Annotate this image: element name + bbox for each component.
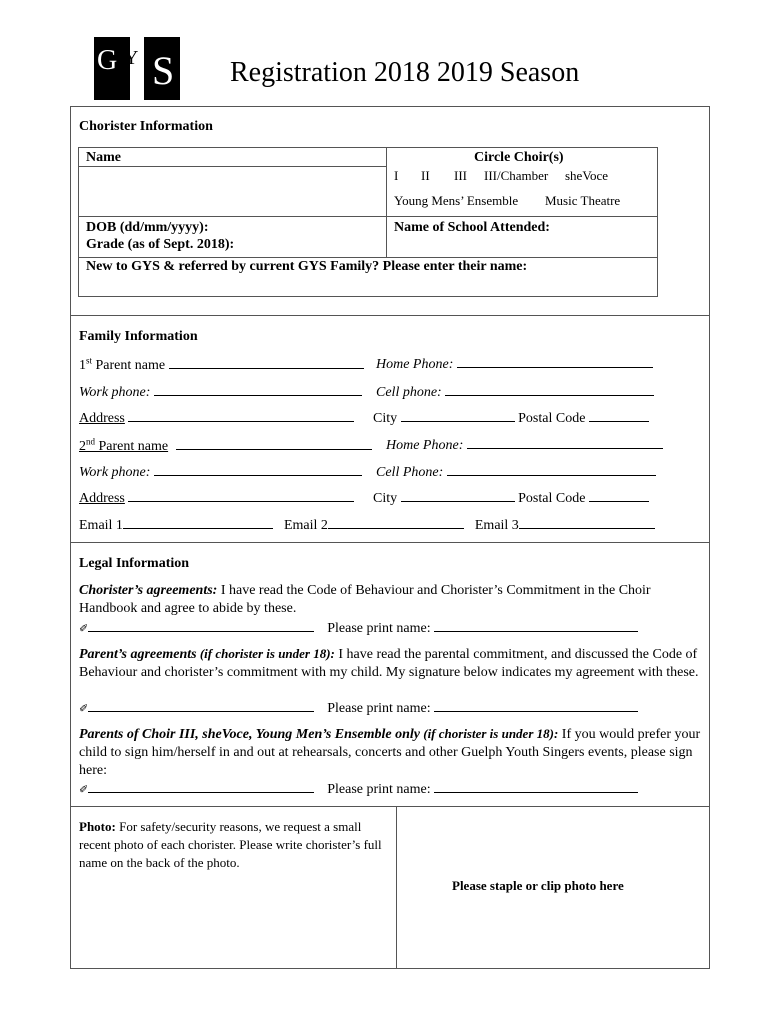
- choir-option-young-mens[interactable]: Young Mens’ Ensemble: [394, 193, 519, 208]
- parent-signature-field[interactable]: [88, 699, 314, 712]
- referral-label: New to GYS & referred by current GYS Family? Please enter their name:: [86, 259, 528, 274]
- email3-field[interactable]: [519, 516, 655, 529]
- logo-letter-g: G: [97, 45, 118, 76]
- circle-choir-label: Circle Choir(s): [474, 150, 564, 165]
- dob-label: DOB (dd/mm/yyyy):: [86, 220, 209, 235]
- choir-option-iii-chamber[interactable]: III/Chamber: [484, 168, 549, 183]
- school-label: Name of School Attended:: [394, 220, 550, 235]
- sign-out-permission: Parents of Choir III, sheVoce, Young Men’s Ensemble only (if chorister is under 18): If you would prefer your child to sign him/herself in and out at rehearsals, concerts and other Guelph Youth Singers events, please sign here:: [79, 726, 701, 778]
- chorister-agreement: Chorister’s agreements: I have read the Code of Behaviour and Chorister’s Commitment in the Choir Handbook and agree to abide by these.: [79, 583, 651, 616]
- city-label-2: City: [373, 491, 398, 506]
- parent1-name-row: [79, 355, 364, 374]
- parent1-name-field[interactable]: [169, 356, 364, 369]
- parent1-work-phone-field[interactable]: [154, 383, 362, 396]
- parent2-cell-phone-field[interactable]: [447, 463, 656, 476]
- sign-out-print-name-field[interactable]: [434, 780, 638, 793]
- address-label: Address: [79, 411, 125, 426]
- parent1-cell-phone-field[interactable]: [445, 383, 654, 396]
- print-name-label-3: Please print name:: [327, 782, 431, 797]
- parent1-cell-phone-row: [376, 383, 654, 401]
- parent2-name-field[interactable]: [176, 437, 372, 450]
- postal-code-label-2: Postal Code: [518, 491, 586, 506]
- legal-heading: Legal Information: [79, 556, 190, 571]
- name-field[interactable]: [80, 168, 384, 214]
- pen-icon: ✐: [79, 622, 89, 635]
- photo-instructions: Photo: For safety/security reasons, we request a small recent photo of each chorister. Please write chorister’s full name on the back of the photo.: [79, 819, 382, 870]
- choir-option-shevoce[interactable]: sheVoce: [565, 168, 609, 183]
- parent1-work-phone-row: [79, 383, 362, 401]
- parent2-home-phone-row: [386, 436, 663, 454]
- parent2-cell-phone-row: [376, 463, 656, 481]
- chorister-signature-field[interactable]: [88, 619, 314, 632]
- logo-letter-y: Y: [124, 47, 139, 69]
- sign-out-signature-field[interactable]: [88, 780, 314, 793]
- email1-field[interactable]: [123, 516, 273, 529]
- parent1-city-field[interactable]: [401, 409, 515, 422]
- postal-code-label: Postal Code: [518, 411, 586, 426]
- parent1-address-field[interactable]: [128, 409, 354, 422]
- name-label: Name: [86, 150, 121, 165]
- choir-option-iii[interactable]: III: [454, 168, 467, 183]
- city-label: City: [373, 411, 398, 426]
- address-label-2: Address: [79, 491, 125, 506]
- parent2-work-phone-row: [79, 463, 362, 481]
- home-phone-label-2: Home Phone:: [386, 438, 464, 453]
- parent2-postal-field[interactable]: [589, 489, 649, 502]
- choir-option-i[interactable]: I: [394, 168, 399, 183]
- parent1-postal-field[interactable]: [589, 409, 649, 422]
- home-phone-label: Home Phone:: [376, 357, 454, 372]
- pen-icon: ✐: [79, 702, 89, 715]
- email1-label: Email 1: [79, 518, 123, 533]
- print-name-label-2: Please print name:: [327, 701, 431, 716]
- family-heading: Family Information: [79, 329, 198, 344]
- chorister-signature-row: [79, 619, 638, 637]
- parent-print-name-field[interactable]: [434, 699, 638, 712]
- parent2-label: 2nd Parent name: [79, 436, 169, 454]
- choir-option-music-theatre[interactable]: Music Theatre: [545, 193, 621, 208]
- email2-field[interactable]: [328, 516, 464, 529]
- parent2-home-phone-field[interactable]: [467, 436, 663, 449]
- print-name-label: Please print name:: [327, 621, 431, 636]
- email2-label: Email 2: [283, 518, 328, 533]
- parent1-city-row: [373, 409, 649, 427]
- logo: [94, 37, 180, 100]
- parent2-work-phone-field[interactable]: [154, 463, 362, 476]
- parent1-label: 1st Parent name: [79, 355, 166, 373]
- email-row: [79, 516, 655, 534]
- chorister-heading: Chorister Information: [79, 119, 213, 134]
- cell-phone-label: Cell phone:: [376, 385, 442, 400]
- logo-letter-s: S: [152, 48, 175, 93]
- page-title: Registration 2018 2019 Season: [230, 57, 580, 88]
- parent2-address-row: [79, 489, 354, 507]
- parent1-home-phone-field[interactable]: [457, 355, 653, 368]
- cell-phone-label-2: Cell Phone:: [376, 465, 444, 480]
- parent1-home-phone-row: [376, 355, 653, 373]
- work-phone-label: Work phone:: [79, 385, 151, 400]
- grade-label: Grade (as of Sept. 2018):: [86, 237, 235, 252]
- chorister-print-name-field[interactable]: [434, 619, 638, 632]
- parent-signature-row: [79, 699, 638, 717]
- choir-option-ii[interactable]: II: [421, 168, 430, 183]
- parent2-city-field[interactable]: [401, 489, 515, 502]
- sign-out-signature-row: [79, 780, 638, 798]
- photo-drop-area[interactable]: Please staple or clip photo here: [452, 878, 624, 893]
- parent-agreement: Parent’s agreements (if chorister is under 18): I have read the parental commitment, and discussed the Code of Behaviour and chorister’s commitment with my child. My signature below indicates my agreement with these.: [79, 646, 699, 680]
- email3-label: Email 3: [474, 518, 519, 533]
- referral-field[interactable]: [80, 277, 656, 295]
- work-phone-label-2: Work phone:: [79, 465, 151, 480]
- pen-icon: ✐: [79, 783, 89, 796]
- parent2-name-row: [79, 436, 372, 455]
- family-section: [70, 315, 710, 543]
- parent2-address-field[interactable]: [128, 489, 354, 502]
- parent1-address-row: [79, 409, 354, 427]
- parent2-city-row: [373, 489, 649, 507]
